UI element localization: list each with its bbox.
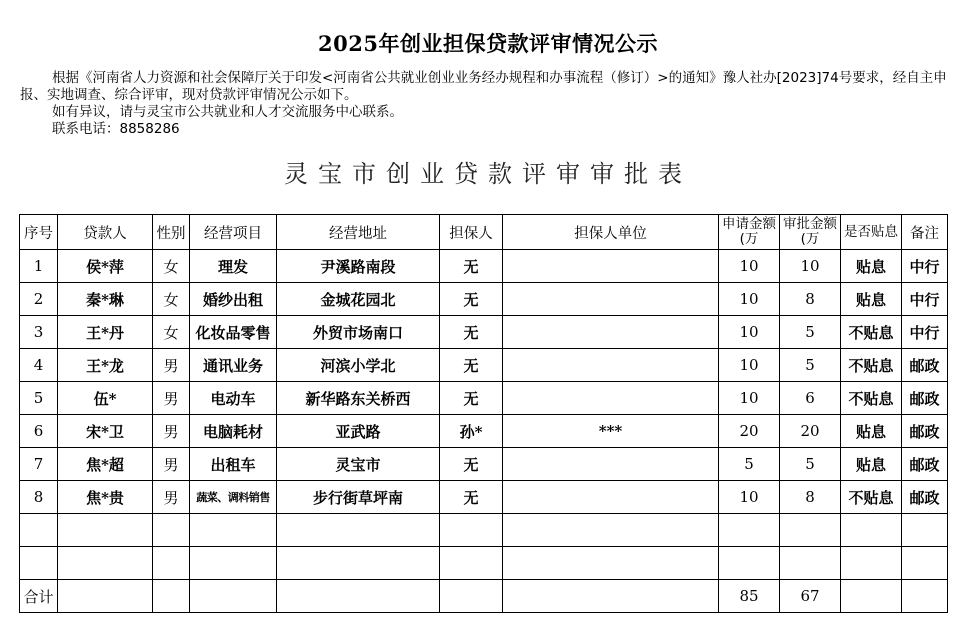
cell-subsidy: 贴息 bbox=[841, 448, 902, 481]
table-row bbox=[20, 250, 948, 283]
cell-remark: 邮政 bbox=[902, 382, 948, 415]
cell-subsidy: 贴息 bbox=[841, 415, 902, 448]
cell-business: 婚纱出租 bbox=[190, 283, 277, 316]
cell-guarantor: 无 bbox=[440, 250, 503, 283]
cell-guarantor-unit bbox=[503, 382, 719, 415]
cell-borrower: 焦*贵 bbox=[58, 481, 153, 514]
cell-guarantor-unit bbox=[503, 283, 719, 316]
cell-approved-amount: 20 bbox=[780, 415, 841, 448]
table-subtitle: 灵宝市创业贷款评审审批表 bbox=[284, 160, 692, 188]
header-guarantor: 担保人 bbox=[440, 215, 503, 250]
cell-guarantor: 孙* bbox=[440, 415, 503, 448]
cell-gender: 男 bbox=[153, 382, 190, 415]
cell-address: 灵宝市 bbox=[277, 448, 440, 481]
cell-approved-amount: 5 bbox=[780, 448, 841, 481]
cell-gender: 男 bbox=[153, 349, 190, 382]
header-row bbox=[20, 215, 948, 250]
cell-applied-amount: 20 bbox=[719, 415, 780, 448]
header-business: 经营项目 bbox=[190, 215, 277, 250]
cell-index: 7 bbox=[20, 448, 58, 481]
table-row bbox=[20, 382, 948, 415]
cell-approved-amount: 10 bbox=[780, 250, 841, 283]
cell-business: 蔬菜、调料销售 bbox=[190, 481, 277, 514]
cell-guarantor-unit bbox=[503, 481, 719, 514]
cell-address: 尹溪路南段 bbox=[277, 250, 440, 283]
page-title: 2025年创业担保贷款评审情况公示 bbox=[318, 31, 658, 56]
cell-business: 理发 bbox=[190, 250, 277, 283]
cell-guarantor-unit bbox=[503, 250, 719, 283]
cell-address: 金城花园北 bbox=[277, 283, 440, 316]
cell-address: 亚武路 bbox=[277, 415, 440, 448]
cell-gender: 男 bbox=[153, 448, 190, 481]
cell-remark: 中行 bbox=[902, 250, 948, 283]
header-subsidy: 是否贴息 bbox=[841, 215, 902, 250]
cell-index: 4 bbox=[20, 349, 58, 382]
cell-business: 电脑耗材 bbox=[190, 415, 277, 448]
cell-index: 6 bbox=[20, 415, 58, 448]
table-row bbox=[20, 316, 948, 349]
table-row bbox=[20, 349, 948, 382]
cell-guarantor: 无 bbox=[440, 283, 503, 316]
total-applied: 85 bbox=[719, 580, 780, 613]
header-guarantor-unit: 担保人单位 bbox=[503, 215, 719, 250]
cell-address: 河滨小学北 bbox=[277, 349, 440, 382]
cell-guarantor: 无 bbox=[440, 382, 503, 415]
notice-line-2: 如有异议，请与灵宝市公共就业和人才交流服务中心联系。 bbox=[52, 104, 403, 120]
total-approved: 67 bbox=[780, 580, 841, 613]
cell-applied-amount: 10 bbox=[719, 316, 780, 349]
cell-applied-amount: 10 bbox=[719, 382, 780, 415]
header-index: 序号 bbox=[20, 215, 58, 250]
cell-approved-amount: 8 bbox=[780, 481, 841, 514]
header-address: 经营地址 bbox=[277, 215, 440, 250]
table-row bbox=[20, 283, 948, 316]
cell-guarantor: 无 bbox=[440, 349, 503, 382]
cell-borrower: 焦*超 bbox=[58, 448, 153, 481]
cell-index: 5 bbox=[20, 382, 58, 415]
header-approved-amount: 审批金额(万 bbox=[780, 215, 841, 250]
cell-guarantor: 无 bbox=[440, 481, 503, 514]
cell-applied-amount: 10 bbox=[719, 283, 780, 316]
cell-remark: 邮政 bbox=[902, 415, 948, 448]
cell-guarantor-unit bbox=[503, 316, 719, 349]
cell-subsidy: 不贴息 bbox=[841, 382, 902, 415]
cell-index: 8 bbox=[20, 481, 58, 514]
cell-guarantor-unit: *** bbox=[503, 415, 719, 448]
notice-line-3: 联系电话：8858286 bbox=[52, 121, 180, 137]
cell-remark: 中行 bbox=[902, 283, 948, 316]
cell-borrower: 宋*卫 bbox=[58, 415, 153, 448]
header-gender: 性别 bbox=[153, 215, 190, 250]
cell-approved-amount: 5 bbox=[780, 349, 841, 382]
header-remark: 备注 bbox=[902, 215, 948, 250]
cell-gender: 男 bbox=[153, 481, 190, 514]
cell-remark: 邮政 bbox=[902, 448, 948, 481]
cell-business: 出租车 bbox=[190, 448, 277, 481]
cell-borrower: 侯*萍 bbox=[58, 250, 153, 283]
cell-subsidy: 不贴息 bbox=[841, 349, 902, 382]
notice-line-1: 根据《河南省人力资源和社会保障厅关于印发<河南省公共就业创业业务经办规程和办事流程（修订）>的通知》豫人社办[2023]74号要求，经自主申报、实地调查、综合评审，现对贷款评审情况公示如下。 bbox=[20, 70, 947, 103]
cell-guarantor-unit bbox=[503, 448, 719, 481]
cell-borrower: 伍* bbox=[58, 382, 153, 415]
total-row bbox=[20, 580, 948, 613]
cell-approved-amount: 6 bbox=[780, 382, 841, 415]
cell-gender: 女 bbox=[153, 250, 190, 283]
cell-subsidy: 不贴息 bbox=[841, 481, 902, 514]
cell-approved-amount: 5 bbox=[780, 316, 841, 349]
cell-subsidy: 贴息 bbox=[841, 250, 902, 283]
cell-address: 新华路东关桥西 bbox=[277, 382, 440, 415]
cell-applied-amount: 10 bbox=[719, 349, 780, 382]
cell-index: 2 bbox=[20, 283, 58, 316]
table-row bbox=[20, 415, 948, 448]
cell-gender: 女 bbox=[153, 283, 190, 316]
cell-borrower: 王*丹 bbox=[58, 316, 153, 349]
cell-guarantor: 无 bbox=[440, 316, 503, 349]
cell-applied-amount: 10 bbox=[719, 481, 780, 514]
cell-gender: 女 bbox=[153, 316, 190, 349]
cell-approved-amount: 8 bbox=[780, 283, 841, 316]
cell-remark: 中行 bbox=[902, 316, 948, 349]
cell-guarantor: 无 bbox=[440, 448, 503, 481]
notice-text bbox=[20, 70, 960, 138]
table-row bbox=[20, 448, 948, 481]
cell-guarantor-unit bbox=[503, 349, 719, 382]
empty-row bbox=[20, 547, 948, 580]
cell-gender: 男 bbox=[153, 415, 190, 448]
cell-applied-amount: 5 bbox=[719, 448, 780, 481]
cell-remark: 邮政 bbox=[902, 481, 948, 514]
empty-row bbox=[20, 514, 948, 547]
cell-index: 3 bbox=[20, 316, 58, 349]
cell-applied-amount: 10 bbox=[719, 250, 780, 283]
cell-address: 外贸市场南口 bbox=[277, 316, 440, 349]
header-applied-amount: 申请金额(万 bbox=[719, 215, 780, 250]
cell-borrower: 王*龙 bbox=[58, 349, 153, 382]
cell-business: 电动车 bbox=[190, 382, 277, 415]
cell-index: 1 bbox=[20, 250, 58, 283]
approval-table bbox=[19, 214, 948, 613]
cell-business: 通讯业务 bbox=[190, 349, 277, 382]
cell-business: 化妆品零售 bbox=[190, 316, 277, 349]
total-label: 合计 bbox=[20, 580, 58, 613]
header-borrower: 贷款人 bbox=[58, 215, 153, 250]
cell-address: 步行街草坪南 bbox=[277, 481, 440, 514]
cell-borrower: 秦*琳 bbox=[58, 283, 153, 316]
cell-subsidy: 不贴息 bbox=[841, 316, 902, 349]
cell-subsidy: 贴息 bbox=[841, 283, 902, 316]
cell-remark: 邮政 bbox=[902, 349, 948, 382]
table-row bbox=[20, 481, 948, 514]
